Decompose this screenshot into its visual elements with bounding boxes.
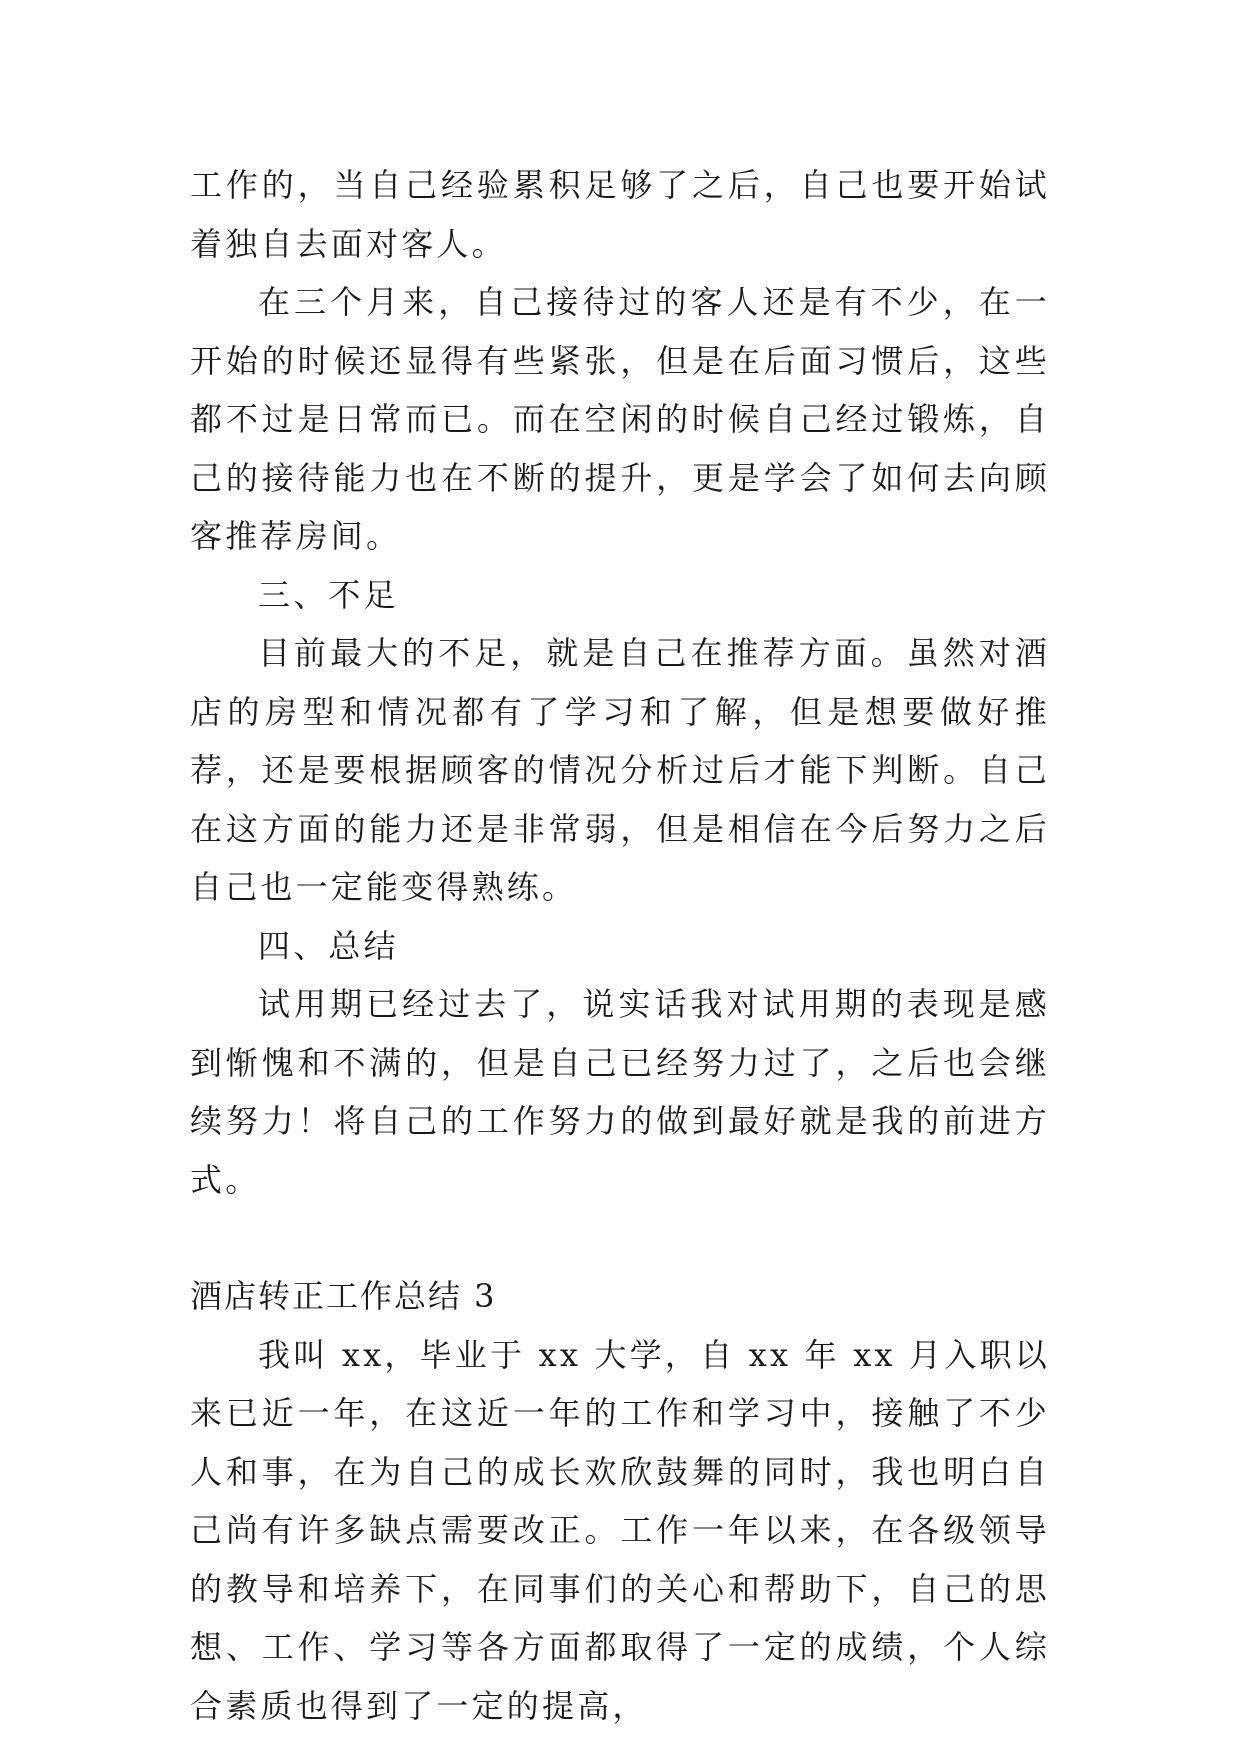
- document-body: [190, 156, 1050, 1735]
- paragraph-continuation: 工作的，当自己经验累积足够了之后，自己也要开始试着独自去面对客人。: [190, 166, 1050, 263]
- paragraph-summary: 试用期已经过去了，说实话我对试用期的表现是感到惭愧和不满的，但是自己已经努力过了，之后也会继续努力！将自己的工作努力的做到最好就是我的前进方式。: [190, 985, 1050, 1199]
- heading-summary: 四、总结: [258, 926, 399, 965]
- section-title: 酒店转正工作总结 3: [190, 1277, 497, 1315]
- paragraph-shortcomings: 目前最大的不足，就是自己在推荐方面。虽然对酒店的房型和情况都有了学习和了解，但是想要做好推荐，还是要根据顾客的情况分析过后才能下判断。自己在这方面的能力还是非常弱，但是相信在今后努力之后自己也一定能变得熟练。: [190, 634, 1050, 906]
- heading-shortcomings: 三、不足: [258, 575, 399, 614]
- paragraph-reception: 在三个月来，自己接待过的客人还是有不少，在一开始的时候还显得有些紧张，但是在后面习惯后，这些都不过是日常而已。而在空闲的时候自己经过锻炼，自己的接待能力也在不断的提升，更是学会了如何去向顾客推荐房间。: [190, 283, 1050, 555]
- paragraph-section-intro: 我叫 xx，毕业于 xx 大学，自 xx 年 xx 月入职以来已近一年，在这近一年的工作和学习中，接触了不少人和事，在为自己的成长欢欣鼓舞的同时，我也明白自己尚有许多缺点需要改正。工作一年以来，在各级领导的教导和培养下，在同事们的关心和帮助下，自己的思想、工作、学习等各方面都取得了一定的成绩，个人综合素质也得到了一定的提高，: [190, 1335, 1050, 1725]
